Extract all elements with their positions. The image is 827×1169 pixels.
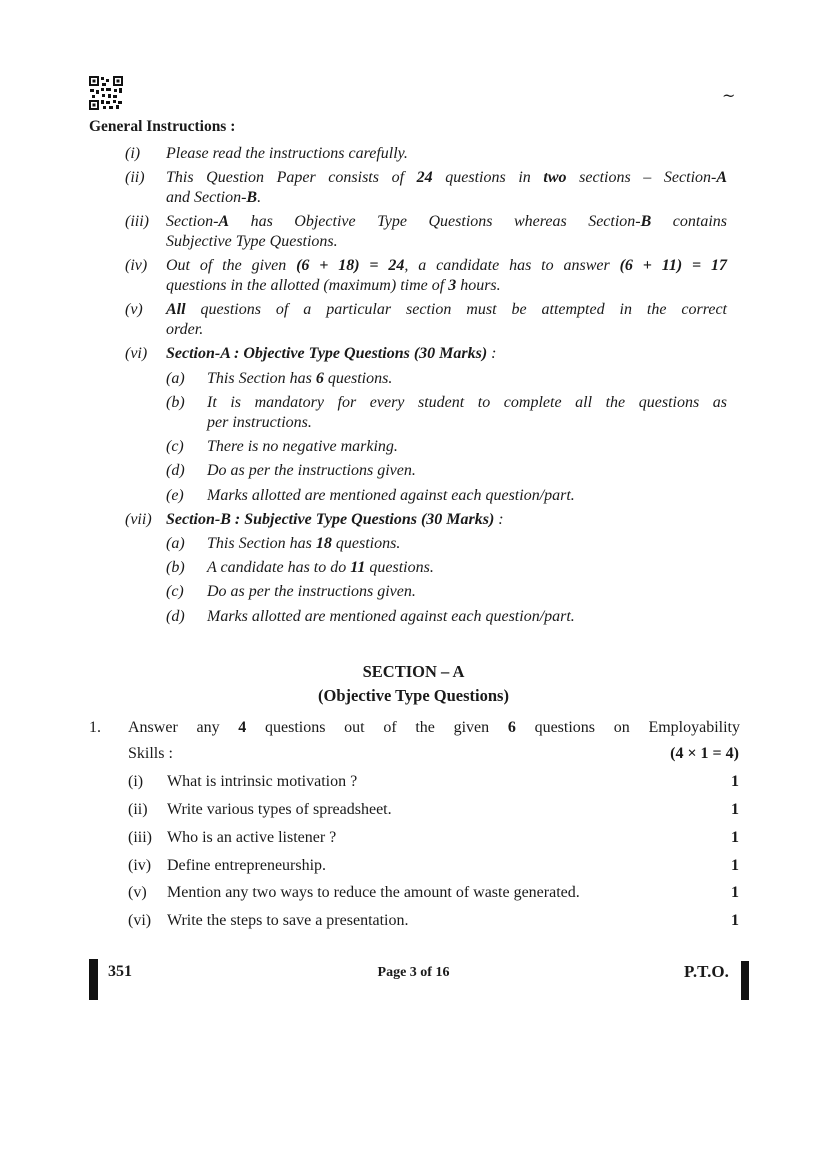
sub-question-ii-text: Write various types of spreadsheet. xyxy=(167,801,392,818)
section-a-rule-e-text: Marks allotted are mentioned against each question/part. xyxy=(207,487,575,504)
section-b-rule-c-number: (c) xyxy=(166,583,184,600)
sub-question-iv-mark: 1 xyxy=(731,857,739,874)
instruction-vi-heading: Section-A : Objective Type Questions (30 Marks) : xyxy=(166,345,497,362)
general-instructions-title: General Instructions : xyxy=(89,118,236,135)
page-number: Page 3 of 16 xyxy=(377,965,450,980)
paper-code: 351 xyxy=(108,963,132,980)
sub-question-iii-text: Who is an active listener ? xyxy=(167,829,337,846)
sub-question-iii-mark: 1 xyxy=(731,829,739,846)
sub-question-iv-text: Define entrepreneurship. xyxy=(167,857,327,874)
section-a-rule-b-number: (b) xyxy=(166,394,185,411)
pto-label: P.T.O. xyxy=(684,962,729,981)
sub-question-i-mark: 1 xyxy=(731,773,739,790)
instruction-iii-number: (iii) xyxy=(125,213,149,230)
sub-question-iii-number: (iii) xyxy=(128,829,152,846)
section-b-rule-d-text: Marks allotted are mentioned against each question/part. xyxy=(207,608,575,625)
instruction-iv-line2-text: questions in the allotted (maximum) time of 3 hours. xyxy=(166,277,501,294)
sub-question-v-text: Mention any two ways to reduce the amount of waste generated. xyxy=(167,884,580,901)
section-a-rule-c-number: (c) xyxy=(166,438,184,455)
instruction-v-line2-text: order. xyxy=(166,321,204,338)
instruction-v-number: (v) xyxy=(125,301,143,318)
instruction-i-number: (i) xyxy=(125,145,141,162)
qr-code-icon xyxy=(89,76,123,110)
section-b-rule-b-text: A candidate has to do 11 questions. xyxy=(207,559,434,576)
sub-question-ii-mark: 1 xyxy=(731,801,739,818)
section-b-rule-d-number: (d) xyxy=(166,608,185,625)
question-text-line1: Answer any 4 questions out of the given 6 questions on Employability xyxy=(128,719,740,736)
section-a-title: SECTION – A xyxy=(362,662,465,681)
sub-question-iv-number: (iv) xyxy=(128,857,152,874)
instruction-iii-text: Section-A has Objective Type Questions whereas Section-B contains xyxy=(166,213,728,230)
sub-question-vi-mark: 1 xyxy=(731,912,739,929)
instruction-ii-text: This Question Paper consists of 24 questions in two sections – Section-A xyxy=(166,169,728,186)
instruction-ii-number: (ii) xyxy=(125,169,145,186)
instruction-iii-line2-text: Subjective Type Questions. xyxy=(166,233,338,250)
sub-question-i-number: (i) xyxy=(128,773,144,790)
sub-question-v-mark: 1 xyxy=(731,884,739,901)
sub-question-ii-number: (ii) xyxy=(128,801,148,818)
sub-question-i-text: What is intrinsic motivation ? xyxy=(167,773,358,790)
instruction-i-text: Please read the instructions carefully. xyxy=(166,145,408,162)
section-b-rule-a-number: (a) xyxy=(166,535,185,552)
instruction-vi-number: (vi) xyxy=(125,345,148,362)
tilde-mark: ~ xyxy=(722,86,736,105)
instruction-vii-heading: Section-B : Subjective Type Questions (30 Marks) : xyxy=(166,511,504,528)
section-a-rule-d-text: Do as per the instructions given. xyxy=(207,462,416,479)
sub-question-vi-number: (vi) xyxy=(128,912,152,929)
question-number: 1. xyxy=(89,719,101,736)
section-a-rule-a-number: (a) xyxy=(166,370,185,387)
sub-question-v-number: (v) xyxy=(128,884,147,901)
question-text-line2: Skills : xyxy=(128,745,173,762)
sub-question-vi-text: Write the steps to save a presentation. xyxy=(167,912,409,929)
instruction-v-text: All questions of a particular section must be attempted in the correct xyxy=(166,301,727,318)
section-b-rule-a-text: This Section has 18 questions. xyxy=(207,535,401,552)
footer-right-bar xyxy=(741,961,749,1000)
section-b-rule-b-number: (b) xyxy=(166,559,185,576)
instruction-iv-text: Out of the given (6 + 18) = 24, a candidate has to answer (6 + 11) = 17 xyxy=(166,257,728,274)
section-a-rule-a-text: This Section has 6 questions. xyxy=(207,370,393,387)
section-a-rule-d-number: (d) xyxy=(166,462,185,479)
question-marks: (4 × 1 = 4) xyxy=(670,745,739,762)
instruction-vii-number: (vii) xyxy=(125,511,152,528)
section-a-subtitle: (Objective Type Questions) xyxy=(318,686,509,705)
section-a-rule-c-text: There is no negative marking. xyxy=(207,438,398,455)
section-b-rule-c-text: Do as per the instructions given. xyxy=(207,583,416,600)
section-a-rule-b-text: It is mandatory for every student to complete all the questions as xyxy=(207,394,727,411)
instruction-ii-line2-text: and Section-B. xyxy=(166,189,262,206)
instruction-iv-number: (iv) xyxy=(125,257,148,274)
section-a-rule-b-line2-text: per instructions. xyxy=(207,414,312,431)
section-a-rule-e-number: (e) xyxy=(166,487,184,504)
